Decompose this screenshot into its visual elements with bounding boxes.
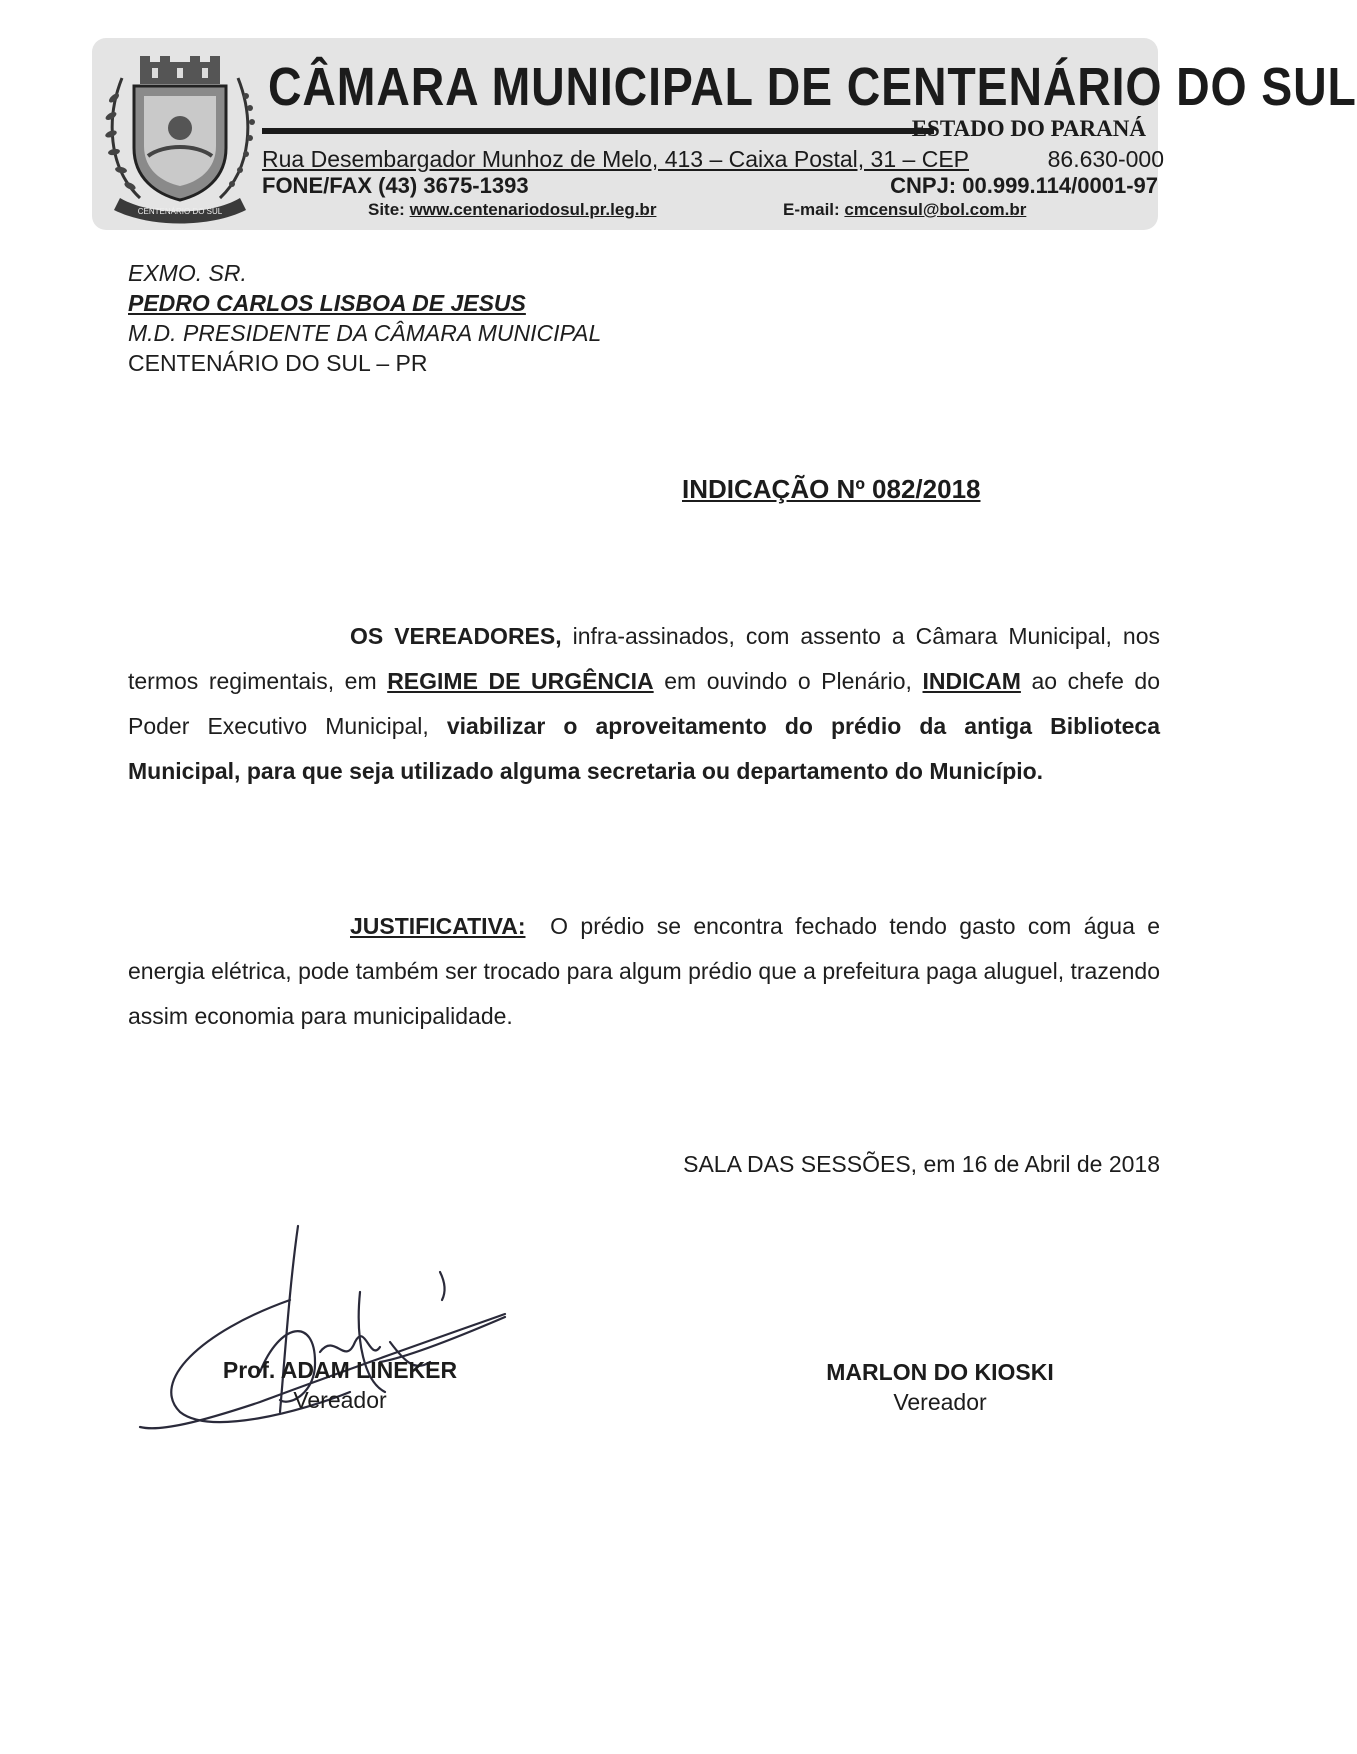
indication-request: viabilizar o aproveitamento do prédio da antiga Biblioteca Municipal, para que seja utilizado alguma secretaria ou departamento do Município. [128, 713, 1160, 784]
indication-paragraph [128, 614, 1160, 794]
recipient-title: M.D. PRESIDENTE DA CÂMARA MUNICIPAL [128, 320, 602, 346]
site-line [368, 200, 656, 220]
address-text: Rua Desembargador Munhoz de Melo, 413 – Caixa Postal, 31 – CEP [262, 146, 970, 172]
paragraph-text: em ouvindo o Plenário, [653, 668, 923, 694]
urgency-regime: REGIME DE URGÊNCIA [387, 668, 654, 694]
recipient-name: PEDRO CARLOS LISBOA DE JESUS [128, 290, 526, 316]
paragraph-text: ao chefe do Poder Executivo Municipal, [128, 668, 1160, 739]
state-label: ESTADO DO PARANÁ [911, 116, 1146, 141]
signatory-name: MARLON DO KIOSKI [826, 1359, 1054, 1385]
signatory-role: Vereador [293, 1387, 387, 1413]
site-label: Site: [368, 200, 405, 219]
session-date: SALA DAS SESSÕES, em 16 de Abril de 2018 [683, 1151, 1160, 1177]
justification-label: JUSTIFICATIVA: [350, 913, 526, 939]
councilors-lead: OS VEREADORES, [350, 623, 562, 649]
site-link[interactable]: www.centenariodosul.pr.leg.br [409, 200, 657, 219]
indicam-keyword: INDICAM [922, 668, 1021, 694]
cnpj-number: CNPJ: 00.999.114/0001-97 [890, 173, 1158, 198]
signatory-name: Prof. ADAM LINEKER [222, 1357, 458, 1383]
cep-text: 86.630-000 [1047, 146, 1164, 172]
justification-paragraph [128, 904, 1167, 1039]
paragraph-text: infra-assinados, com assento a Câmara Municipal, nos termos regimentais, em [128, 623, 1160, 694]
address-line [262, 146, 1164, 173]
email-label: E-mail: [783, 200, 840, 219]
header-divider [262, 128, 934, 134]
recipient-salutation: EXMO. SR. [128, 260, 247, 286]
organization-name: CÂMARA MUNICIPAL DE CENTENÁRIO DO SUL [268, 57, 1357, 117]
municipal-crest-logo [100, 48, 260, 224]
signatory-role: Vereador [893, 1389, 987, 1415]
justification-text: O prédio se encontra fechado tendo gasto com água e energia elétrica, pode também ser trocado para algum prédio que a prefeitura paga aluguel, trazendo assim economia para municipalidade. [128, 913, 1167, 1029]
phone-fax: FONE/FAX (43) 3675-1393 [262, 173, 529, 198]
crest-ribbon-text: CENTENÁRIO DO SUL [137, 207, 223, 216]
email-link[interactable]: cmcensul@bol.com.br [844, 200, 1027, 219]
email-line [783, 200, 1026, 220]
handwritten-signature [140, 1222, 580, 1472]
recipient-city: CENTENÁRIO DO SUL – PR [128, 350, 428, 376]
document-title: INDICAÇÃO Nº 082/2018 [682, 474, 981, 504]
